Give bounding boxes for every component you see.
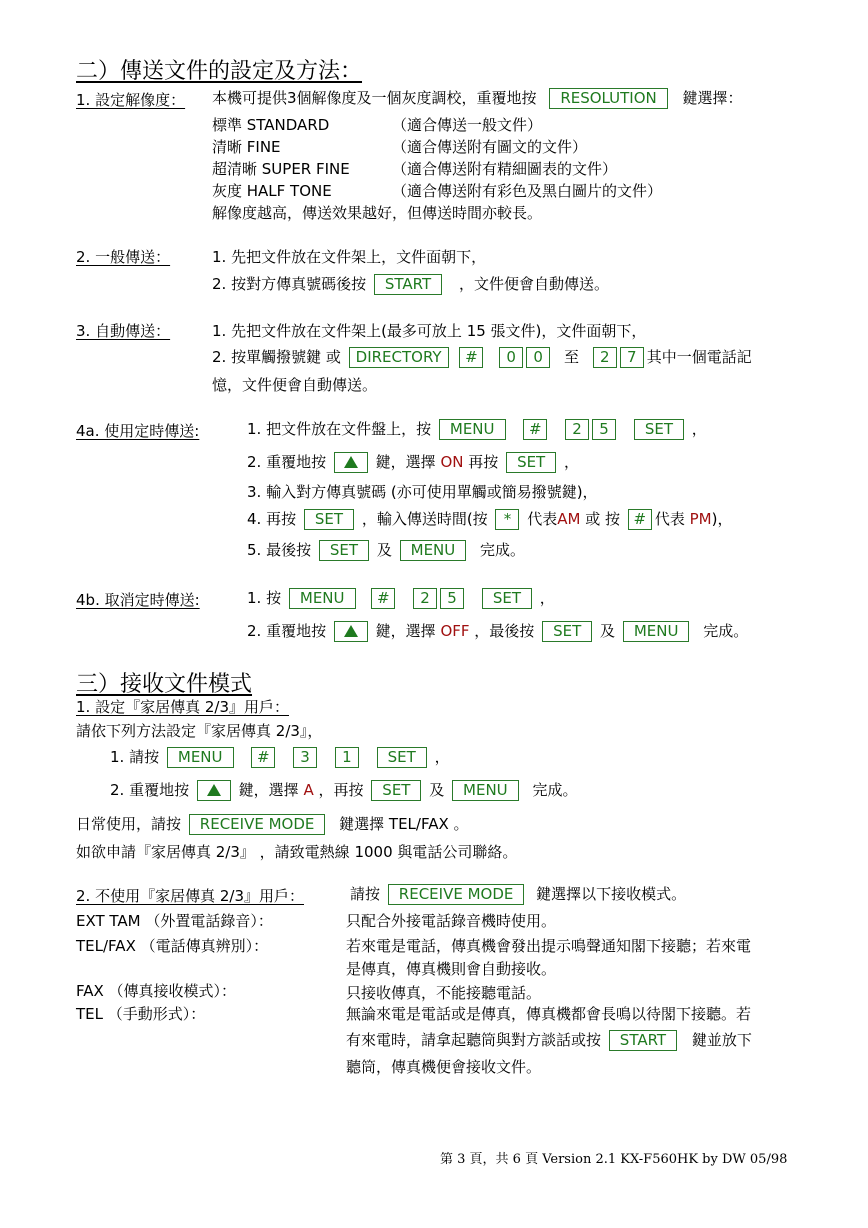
digit-key-0[interactable]: 0: [499, 347, 523, 368]
mode-desc-fax: 只接收傳真，不能接聽電話。: [346, 984, 542, 1002]
up-arrow-key[interactable]: [334, 621, 368, 642]
digit-key-3[interactable]: 3: [293, 747, 317, 768]
mode-name-ext-tam: EXT TAM （外置電話錄音）：: [76, 912, 273, 930]
mode-desc-tel: 無論來電是電話或是傳真，傳真機都會長鳴以待閣下接聽。若: [346, 1005, 752, 1023]
resolution-intro: [212, 87, 743, 109]
mode-desc-tel-cont2: 聽筒，傳真機便會接收文件。: [346, 1058, 542, 1076]
resolution-mode-list: [212, 114, 662, 224]
auto-step2-a: 2. 按單觸撥號鍵 或: [212, 348, 341, 366]
page-footer: 第 3 頁，共 6 頁 Version 2.1 KX-F560HK by DW 05/98: [440, 1152, 788, 1167]
cancel-s2-c: ，最後按: [474, 622, 535, 640]
up-triangle-icon: [207, 784, 221, 796]
mode-desc: （適合傳送附有彩色及黑白圖片的文件）: [392, 182, 663, 200]
digit-key-1[interactable]: 1: [335, 747, 359, 768]
digit-key-0[interactable]: 0: [526, 347, 550, 368]
directory-key[interactable]: DIRECTORY: [349, 347, 449, 368]
star-key[interactable]: *: [495, 509, 519, 530]
daily-use: [76, 813, 469, 835]
other-intro-b: 鍵選擇以下接收模式。: [536, 885, 687, 903]
other-user-label: 2. 不使用『家居傳真 2/3』用戶：: [76, 887, 304, 905]
timer-step2: [247, 451, 579, 473]
digit-key-2[interactable]: 2: [413, 588, 437, 609]
mode-name: 清晰 FINE: [212, 138, 281, 156]
timer-s2-b: 鍵，選擇: [375, 453, 436, 471]
mode-desc-ext-tam: 只配合外接電話錄音機時使用。: [346, 912, 557, 930]
start-key[interactable]: START: [609, 1030, 677, 1051]
timer-s2-a: 2. 重覆地按: [247, 453, 327, 471]
up-arrow-key[interactable]: [197, 780, 231, 801]
comma: ，: [691, 420, 707, 438]
timer-s4-f: )，: [711, 510, 733, 528]
set-key[interactable]: SET: [377, 747, 427, 768]
timer-s4-a: 4. 再按: [247, 510, 297, 528]
cancel-s2-b: 鍵，選擇: [375, 622, 436, 640]
done-text: 完成。: [532, 781, 578, 799]
mode-desc-tel-cont: [346, 1029, 752, 1051]
menu-key[interactable]: MENU: [623, 621, 690, 642]
set-key[interactable]: SET: [482, 588, 532, 609]
resolution-mode: [212, 180, 662, 202]
mode-desc: （適合傳送一般文件）: [392, 116, 543, 134]
digit-key-5[interactable]: 5: [592, 419, 616, 440]
home-fax-label: 1. 設定『家居傳真 2/3』用戶：: [76, 698, 289, 716]
set-key[interactable]: SET: [371, 780, 421, 801]
other-user-intro: [350, 883, 686, 905]
home-s2-c: ，再按: [318, 781, 364, 799]
resolution-note: 解像度越高，傳送效果越好，但傳送時間亦較長。: [212, 204, 543, 222]
apply-note: 如欲申請『家居傳真 2/3』 ，請致電熱線 1000 與電話公司聯絡。: [76, 843, 518, 861]
normal-send-step2: [212, 273, 609, 295]
cancel-step1: [247, 587, 555, 609]
mode-name-fax: FAX （傳真接收模式）：: [76, 982, 237, 1000]
resolution-label: 1. 設定解像度：: [76, 91, 186, 109]
hash-key[interactable]: #: [371, 588, 395, 609]
tel-desc2-b: 鍵並放下: [691, 1031, 752, 1049]
home-s2-b: 鍵，選擇: [238, 781, 299, 799]
receive-mode-key[interactable]: RECEIVE MODE: [388, 884, 525, 905]
daily-a: 日常使用，請按: [76, 815, 182, 833]
digit-key-7[interactable]: 7: [620, 347, 644, 368]
timer-step3: 3. 輸入對方傳真號碼 (亦可使用單觸或簡易撥號鍵)，: [247, 483, 598, 501]
timer-send-label: 4a. 使用定時傳送:: [76, 422, 200, 440]
hash-key[interactable]: #: [523, 419, 547, 440]
timer-s4-d: 或 按: [585, 510, 621, 528]
section-3-heading: 三）接收文件模式: [76, 672, 253, 697]
timer-step5: [247, 539, 525, 561]
resolution-mode: [212, 114, 662, 136]
am-text: AM: [557, 510, 581, 528]
off-option: OFF: [440, 622, 470, 640]
mode-desc: （適合傳送附有圖文的文件）: [392, 138, 588, 156]
and-text: 及: [376, 541, 392, 559]
mode-name: 灰度 HALF TONE: [212, 182, 332, 200]
on-option: ON: [440, 453, 464, 471]
up-arrow-key[interactable]: [334, 452, 368, 473]
resolution-key[interactable]: RESOLUTION: [549, 88, 667, 109]
start-key[interactable]: START: [374, 274, 442, 295]
resolution-intro-a: 本機可提供3個解像度及一個灰度調校，重覆地按: [212, 89, 537, 107]
and-text: 及: [600, 622, 616, 640]
auto-send-step1: 1. 先把文件放在文件架上(最多可放上 15 張文件)，文件面朝下，: [212, 322, 647, 340]
timer-s4-b: ，輸入傳送時間(按: [361, 510, 488, 528]
section-2-heading: 二）傳送文件的設定及方法：: [76, 59, 363, 84]
digit-key-2[interactable]: 2: [593, 347, 617, 368]
home-s1-a: 1. 請按: [110, 748, 160, 766]
comma: ，: [434, 748, 450, 766]
hash-key[interactable]: #: [628, 509, 652, 530]
other-intro-a: 請按: [350, 885, 381, 903]
mode-desc-tel-fax: 若來電是電話，傳真機會發出提示鳴聲通知閣下接聽；若來電: [346, 937, 752, 955]
timer-step4: [247, 508, 732, 530]
home-step1: [110, 746, 450, 768]
home-step2: [110, 779, 577, 801]
set-key[interactable]: SET: [506, 452, 556, 473]
timer-step1: [247, 418, 707, 440]
and-text: 及: [429, 781, 445, 799]
timer-s4-c: 代表: [527, 510, 558, 528]
normal-send-step1: 1. 先把文件放在文件架上，文件面朝下，: [212, 248, 487, 266]
daily-b: 鍵選擇 TEL/FAX 。: [339, 815, 469, 833]
menu-key[interactable]: MENU: [452, 780, 519, 801]
normal-step2-a: 2. 按對方傳真號碼後按: [212, 275, 367, 293]
tel-desc2-a: 有來電時，請拿起聽筒與對方談話或按: [346, 1031, 602, 1049]
menu-key[interactable]: MENU: [439, 419, 506, 440]
cancel-s2-a: 2. 重覆地按: [247, 622, 327, 640]
done-text: 完成。: [480, 541, 526, 559]
auto-step2-b: 其中一個電話記: [646, 348, 752, 366]
cancel-timer-label: 4b. 取消定時傳送:: [76, 591, 200, 609]
mode-name-tel: TEL （手動形式）：: [76, 1005, 206, 1023]
digit-key-5[interactable]: 5: [440, 588, 464, 609]
set-key[interactable]: SET: [542, 621, 592, 642]
set-key[interactable]: SET: [634, 419, 684, 440]
pm-text: PM: [689, 510, 712, 528]
home-fax-intro: 請依下列方法設定『家居傳真 2/3』，: [76, 722, 323, 740]
timer-s4-e: 代表: [654, 510, 685, 528]
digit-key-2[interactable]: 2: [565, 419, 589, 440]
mode-name-tel-fax: TEL/FAX （電話傳真辨別）：: [76, 937, 269, 955]
hash-key[interactable]: #: [251, 747, 275, 768]
done-text: 完成。: [703, 622, 749, 640]
timer-s5-a: 5. 最後按: [247, 541, 312, 559]
home-s2-a: 2. 重覆地按: [110, 781, 190, 799]
to-text: 至: [563, 348, 579, 366]
normal-send-label: 2. 一般傳送：: [76, 248, 171, 266]
up-triangle-icon: [344, 456, 358, 468]
set-key[interactable]: SET: [304, 509, 354, 530]
resolution-intro-b: 鍵選擇：: [682, 89, 743, 107]
set-key[interactable]: SET: [319, 540, 369, 561]
hash-key[interactable]: #: [459, 347, 483, 368]
menu-key[interactable]: MENU: [400, 540, 467, 561]
resolution-mode: [212, 136, 662, 158]
up-triangle-icon: [344, 625, 358, 637]
cancel-s1-a: 1. 按: [247, 589, 282, 607]
menu-key[interactable]: MENU: [289, 588, 356, 609]
menu-key[interactable]: MENU: [167, 747, 234, 768]
mode-desc-tel-fax-cont: 是傳真，傳真機則會自動接收。: [346, 960, 557, 978]
normal-step2-b: ，文件便會自動傳送。: [458, 275, 609, 293]
timer-s1-a: 1. 把文件放在文件盤上，按: [247, 420, 432, 438]
resolution-mode: [212, 158, 662, 180]
timer-s2-c: 再按: [468, 453, 499, 471]
auto-send-step2-cont: 憶，文件便會自動傳送。: [212, 376, 378, 394]
comma: ，: [539, 589, 555, 607]
comma: ，: [564, 453, 580, 471]
option-a: A: [303, 781, 314, 799]
auto-send-label: 3. 自動傳送：: [76, 322, 171, 340]
cancel-step2: [247, 620, 748, 642]
receive-mode-key[interactable]: RECEIVE MODE: [189, 814, 326, 835]
mode-name: 標準 STANDARD: [212, 116, 330, 134]
auto-send-step2: [212, 346, 752, 368]
mode-desc: （適合傳送附有精細圖表的文件）: [392, 160, 618, 178]
mode-name: 超清晰 SUPER FINE: [212, 160, 350, 178]
